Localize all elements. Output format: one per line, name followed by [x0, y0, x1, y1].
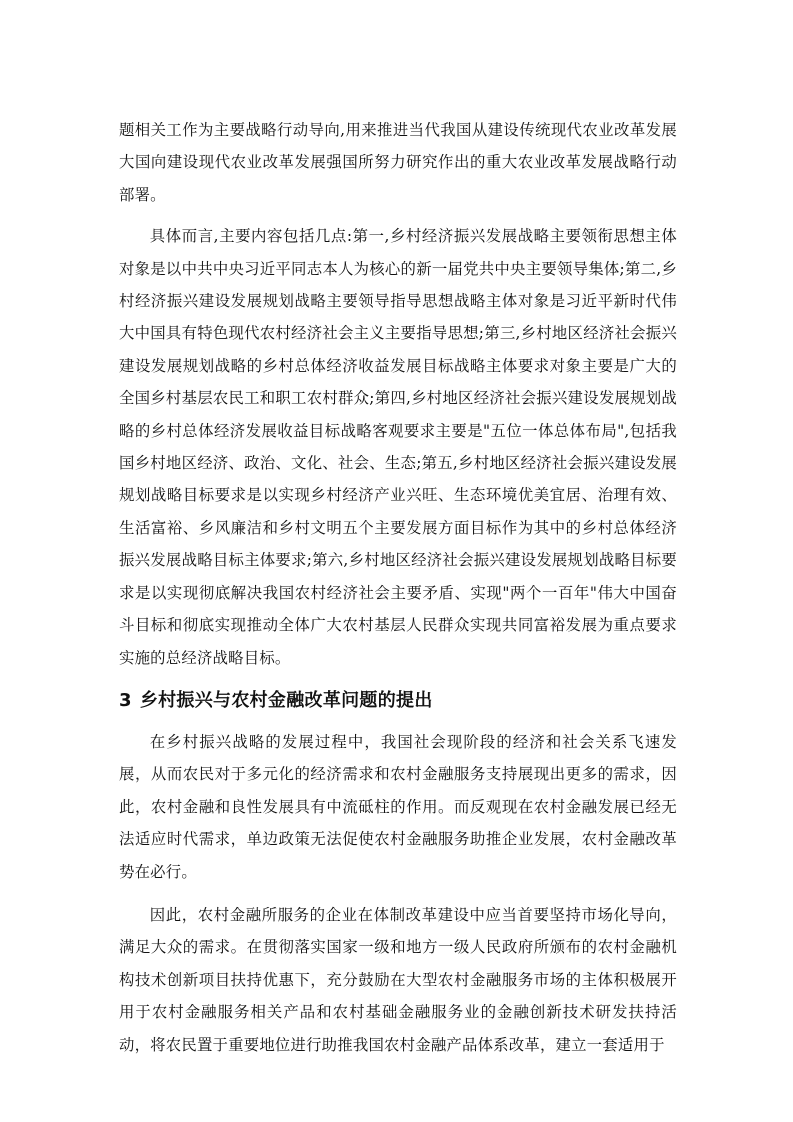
document-body [119, 114, 677, 1061]
section-title: 乡村振兴与农村金融改革问题的提出 [139, 689, 433, 711]
paragraph-market-orientation: 因此，农村金融所服务的企业在体制改革建设中应当首要坚持市场化导向，满足大众的需求。在贯彻落实国家一级和地方一级人民政府所颁布的农村金融机构技术创新项目扶持优惠下，充分鼓励在大型农村金融服务市场的主体积极展开用于农村金融服务相关产品和农村基础金融服务业的金融创新技术研发扶持活动，将农民置于重要地位进行助推我国农村金融产品体系改革，建立一套适用于 [119, 905, 677, 1054]
paragraph-main-contents: 具体而言,主要内容包括几点:第一,乡村经济振兴发展战略主要领衔思想主体对象是以中共中央习近平同志本人为核心的新一届党共中央主要领导集体;第二,乡村经济振兴建设发展规划战略主要领导指导思想战略主体对象是习近平新时代伟大中国具有特色现代农村经济社会主义主要指导思想;第三,乡村地区经济社会振兴建设发展规划战略的乡村总体经济收益发展目标战略主体要求对象主要是广大的全国乡村基层农民工和职工农村群众;第四,乡村地区经济社会振兴建设发展规划战略的乡村总体经济发展收益目标战略客观要求主要是"五位一体总体布局",包括我国乡村地区经济、政治、文化、社会、生态;第五,乡村地区经济社会振兴建设发展规划战略目标要求是以实现乡村经济产业兴旺、生态环境优美宜居、治理有效、生活富裕、乡风廉洁和乡村文明五个主要发展方面目标作为其中的乡村总体经济振兴发展战略目标主体要求;第六,乡村地区经济社会振兴建设发展规划战略目标要求是以实现彻底解决我国农村经济社会主要矛盾、实现"两个一百年"伟大中国奋斗目标和彻底实现推动全体广大农村基层人民群众实现共同富裕发展为重点要求实施的总经济战略目标。 [119, 227, 677, 667]
section-number: 3 [119, 689, 132, 711]
paragraph-continuation: 题相关工作为主要战略行动导向,用来推进当代我国从建设传统现代农业改革发展大国向建设现代农业改革发展强国所努力研究作出的重大农业改革发展战略行动部署。 [119, 121, 677, 204]
paragraph-reform-need: 在乡村振兴战略的发展过程中，我国社会现阶段的经济和社会关系飞速发展，从而农民对于多元化的经济需求和农村金融服务支持展现出更多的需求，因此，农村金融和良性发展具有中流砥柱的作用。而反观现在农村金融发展已经无法适应时代需求，单边政策无法促使农村金融服务助推企业发展，农村金融改革势在必行。 [119, 732, 677, 881]
section-heading [119, 686, 677, 716]
